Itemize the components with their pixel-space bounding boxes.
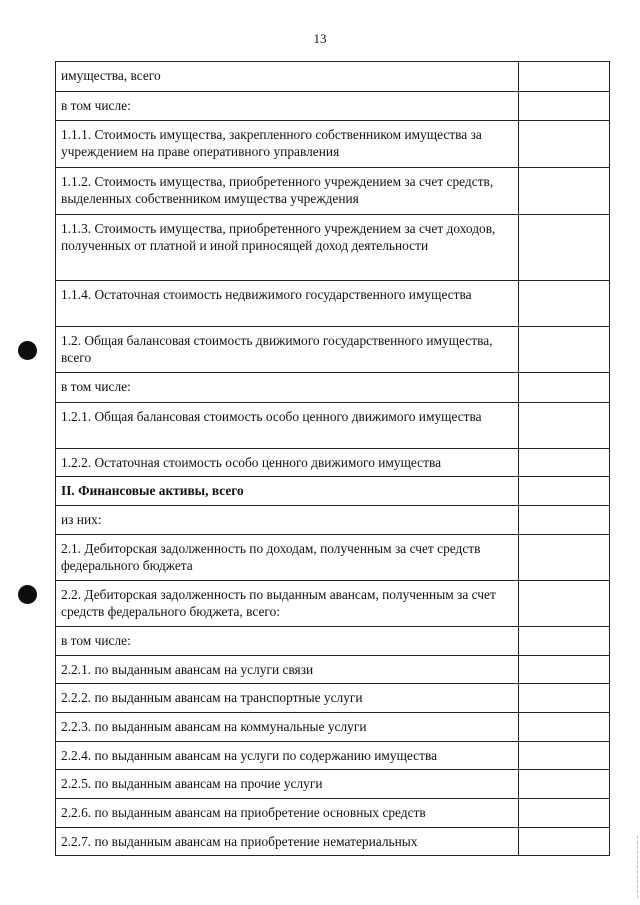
row-label: имущества, всего (56, 62, 519, 92)
property-assets-table (55, 61, 610, 856)
table-row (56, 402, 610, 448)
row-value-cell (519, 770, 610, 799)
table-row (56, 506, 610, 535)
table-row (56, 477, 610, 506)
table-row (56, 799, 610, 828)
row-label: в том числе: (56, 92, 519, 121)
row-label: из них: (56, 506, 519, 535)
row-value-cell (519, 120, 610, 167)
row-value-cell (519, 827, 610, 856)
row-value-cell (519, 580, 610, 626)
punch-hole-mark (18, 341, 37, 360)
row-value-cell (519, 684, 610, 713)
row-value-cell (519, 402, 610, 448)
row-value-cell (519, 92, 610, 121)
row-value-cell (519, 534, 610, 580)
table-row (56, 280, 610, 326)
table-row (56, 827, 610, 856)
row-label: 2.2. Дебиторская задолженность по выданным авансам, полученным за счет средств федерального бюджета, всего: (56, 580, 519, 626)
row-value-cell (519, 477, 610, 506)
table-row (56, 580, 610, 626)
row-value-cell (519, 655, 610, 684)
row-label: 1.1.3. Стоимость имущества, приобретенного учреждением за счет доходов, полученных от платной и иной приносящей доход деятельности (56, 214, 519, 280)
row-label: 1.1.2. Стоимость имущества, приобретенного учреждением за счет средств, выделенных собственником имущества учреждения (56, 167, 519, 214)
row-label: 2.2.2. по выданным авансам на транспортные услуги (56, 684, 519, 713)
row-label: 1.2.2. Остаточная стоимость особо ценного движимого имущества (56, 448, 519, 477)
table-row (56, 92, 610, 121)
row-label: в том числе: (56, 372, 519, 402)
row-label: II. Финансовые активы, всего (56, 477, 519, 506)
table-row (56, 626, 610, 655)
row-value-cell (519, 372, 610, 402)
row-value-cell (519, 214, 610, 280)
row-value-cell (519, 326, 610, 372)
row-value-cell (519, 506, 610, 535)
row-label: 2.2.6. по выданным авансам на приобретение основных средств (56, 799, 519, 828)
row-value-cell (519, 741, 610, 770)
table-row (56, 448, 610, 477)
row-value-cell (519, 713, 610, 742)
row-label: 2.2.3. по выданным авансам на коммунальные услуги (56, 713, 519, 742)
row-value-cell (519, 448, 610, 477)
table-row (56, 534, 610, 580)
table-row (56, 684, 610, 713)
punch-hole-mark (18, 585, 37, 604)
row-label: в том числе: (56, 626, 519, 655)
row-value-cell (519, 62, 610, 92)
table-row (56, 741, 610, 770)
table-row (56, 214, 610, 280)
row-label: 2.2.7. по выданным авансам на приобретение нематериальных (56, 827, 519, 856)
row-value-cell (519, 167, 610, 214)
table-body (56, 62, 610, 856)
table-row (56, 167, 610, 214)
table-row (56, 372, 610, 402)
table-row (56, 120, 610, 167)
row-label: 1.1.4. Остаточная стоимость недвижимого государственного имущества (56, 280, 519, 326)
scan-edge-mark (636, 836, 638, 898)
row-label: 1.2.1. Общая балансовая стоимость особо ценного движимого имущества (56, 402, 519, 448)
table-row (56, 326, 610, 372)
page-number: 13 (313, 31, 327, 46)
table-row (56, 655, 610, 684)
table-row (56, 62, 610, 92)
row-value-cell (519, 799, 610, 828)
row-value-cell (519, 626, 610, 655)
row-label: 2.1. Дебиторская задолженность по доходам, полученным за счет средств федерального бюджета (56, 534, 519, 580)
row-label: 1.1.1. Стоимость имущества, закрепленного собственником имущества за учреждением на праве оперативного управления (56, 120, 519, 167)
table-row (56, 770, 610, 799)
row-label: 2.2.1. по выданным авансам на услуги связи (56, 655, 519, 684)
row-value-cell (519, 280, 610, 326)
row-label: 2.2.5. по выданным авансам на прочие услуги (56, 770, 519, 799)
table-row (56, 713, 610, 742)
row-label: 2.2.4. по выданным авансам на услуги по содержанию имущества (56, 741, 519, 770)
row-label: 1.2. Общая балансовая стоимость движимого государственного имущества, всего (56, 326, 519, 372)
